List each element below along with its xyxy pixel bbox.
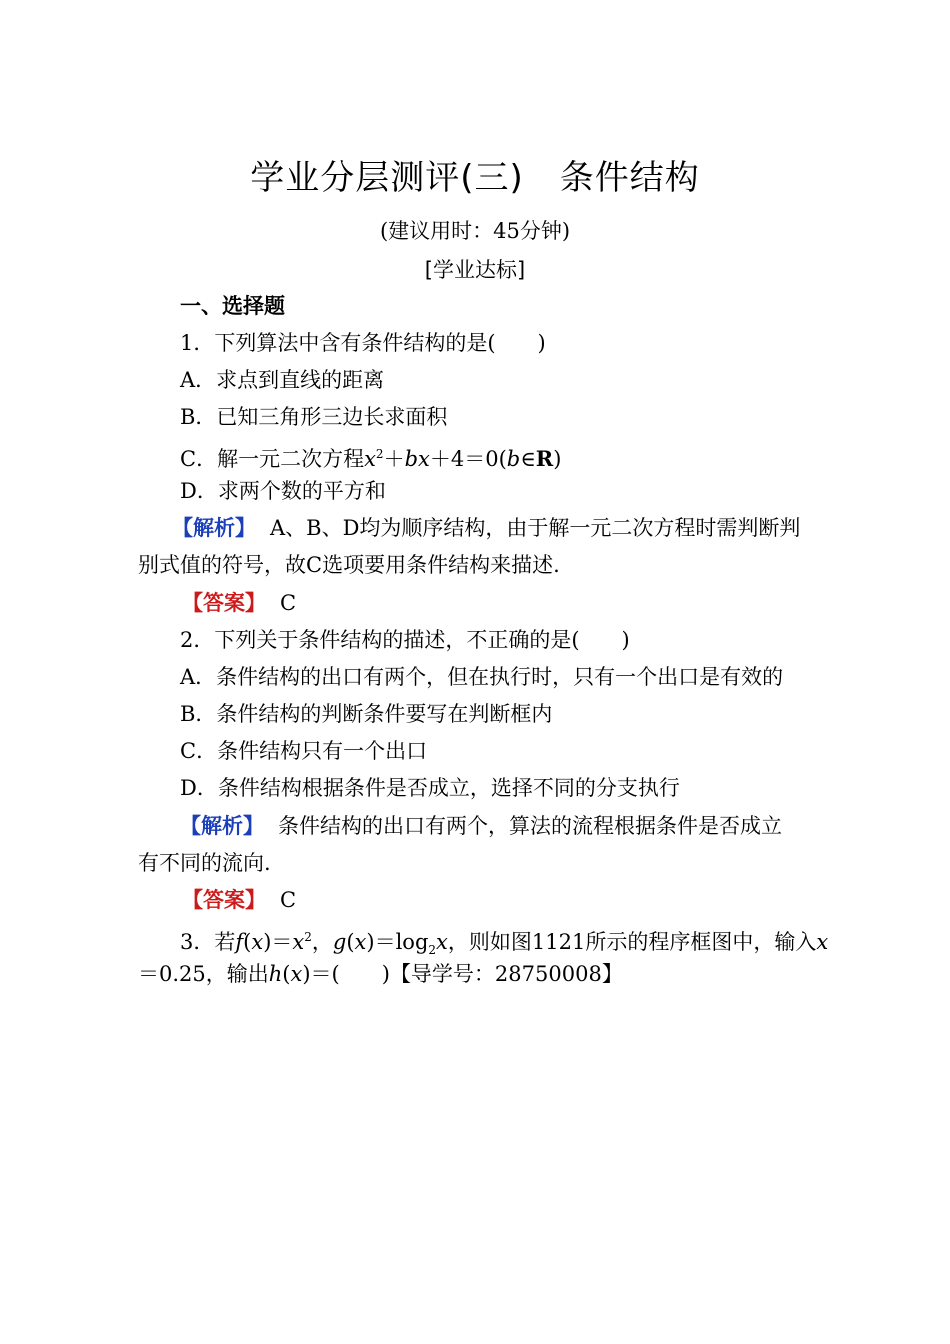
q1-analysis-line1: 【解析】 A、B、D均为顺序结构，由于解一元二次方程时需判断判	[172, 516, 801, 540]
q2-option-a: A．条件结构的出口有两个，但在执行时，只有一个出口是有效的	[180, 665, 784, 689]
q3-guide-number: 【导学号：28750008】	[389, 962, 623, 986]
time-note: (建议用时：45分钟)	[379, 219, 571, 243]
q2-stem: 2．下列关于条件结构的描述，不正确的是( )	[180, 628, 630, 652]
q2-analysis-line2: 有不同的流向.	[138, 851, 271, 875]
title-main: 学业分层测评(三)	[250, 158, 524, 198]
q2-option-d: D．条件结构根据条件是否成立，选择不同的分支执行	[180, 776, 680, 800]
q1-option-d: D．求两个数的平方和	[180, 479, 386, 503]
q2-analysis-line1: 【解析】 条件结构的出口有两个，算法的流程根据条件是否成立	[180, 814, 782, 838]
q1-stem: 1．下列算法中含有条件结构的是( )	[180, 331, 546, 355]
q1-c-text: C．解一元二次方程	[180, 447, 365, 471]
q1-analysis-tag: 【解析】	[172, 516, 256, 540]
q2-answer-tag: 【答案】	[182, 888, 266, 912]
q1-answer	[182, 589, 296, 617]
q2-option-b: B．条件结构的判断条件要写在判断框内	[180, 702, 553, 726]
q2-option-c: C．条件结构只有一个出口	[180, 739, 428, 763]
q1-option-c: C．解一元二次方程$x^2+bx+4=0(b\in R)$	[180, 446, 562, 471]
q1-analysis-line2: 别式值的符号，故C选项要用条件结构来描述.	[138, 553, 560, 577]
q2-answer-value: C	[280, 888, 297, 912]
section-heading: 一、选择题	[180, 294, 285, 318]
level-label: [学业达标]	[424, 258, 526, 282]
title-topic: 条件结构	[559, 158, 700, 198]
q1-option-b: B．已知三角形三边长求面积	[180, 405, 448, 429]
q1-answer-value: C	[280, 591, 297, 615]
q2-answer	[182, 886, 296, 914]
page-title	[0, 150, 950, 199]
q1-answer-tag: 【答案】	[182, 591, 266, 615]
q3-stem-line2: ＝0.25，输出h(x)＝( )【导学号：28750008】	[138, 962, 623, 986]
q1-option-a: A．求点到直线的距离	[180, 368, 385, 392]
q3-stem-line1: 3．若$f(x)=x^2$，$g(x)=\log_2x$，则如图1121所示的程序框图中，输入x	[180, 930, 829, 958]
q2-analysis-tag: 【解析】	[180, 814, 264, 838]
